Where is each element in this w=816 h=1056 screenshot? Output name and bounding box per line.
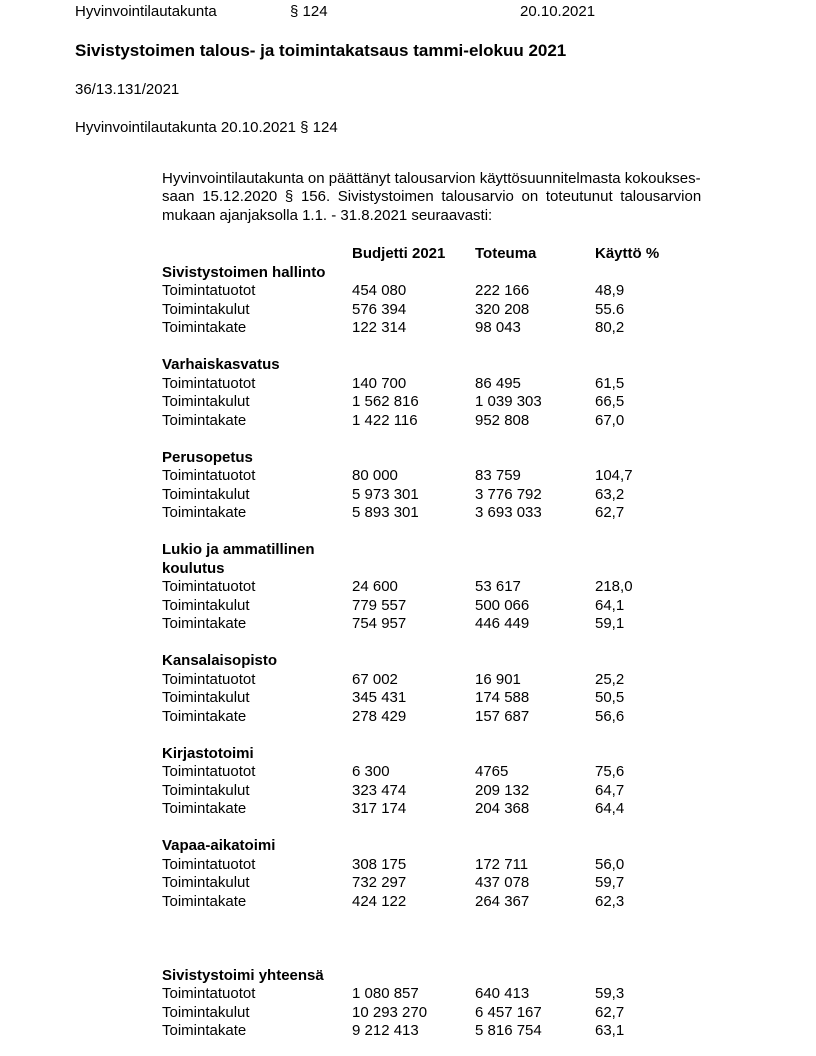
cell-value: 83 759 [475, 467, 521, 485]
cell-value: 5 893 301 [352, 504, 419, 522]
cell-value: 157 687 [475, 707, 530, 725]
cell-value: 24 600 [352, 578, 398, 596]
table-row [162, 504, 702, 523]
table-row [162, 375, 702, 394]
row-label: Toimintatuotot [162, 855, 256, 873]
row-label: Toimintakulut [162, 874, 250, 892]
column-header-actual: Toteuma [475, 245, 537, 263]
section-heading: Perusopetus [162, 448, 253, 466]
table-row [162, 597, 702, 616]
cell-value: 1 562 816 [352, 393, 419, 411]
cell-value: 9 212 413 [352, 1022, 419, 1040]
cell-value: 62,7 [595, 1003, 625, 1021]
cell-value: 63,1 [595, 1022, 625, 1040]
cell-value: 122 314 [352, 319, 407, 337]
table-row [162, 615, 702, 634]
cell-value: 6 457 167 [475, 1003, 542, 1021]
budget-table-body [162, 264, 702, 1041]
row-label: Toimintakulut [162, 485, 250, 503]
cell-value: 320 208 [475, 300, 530, 318]
table-section [162, 541, 702, 634]
cell-value: 264 367 [475, 892, 530, 910]
table-section [162, 652, 702, 726]
column-header-usage-pct: Käyttö % [595, 245, 660, 263]
cell-value: 576 394 [352, 300, 407, 318]
cell-value: 437 078 [475, 874, 530, 892]
intro-paragraph [162, 170, 750, 226]
table-row [162, 874, 702, 893]
cell-value: 56,6 [595, 707, 625, 725]
cell-value: 345 431 [352, 689, 407, 707]
cell-value: 64,1 [595, 596, 625, 614]
row-label: Toimintakate [162, 1022, 247, 1040]
table-row [162, 800, 702, 819]
page-header-line [75, 3, 816, 22]
cell-value: 3 776 792 [475, 485, 542, 503]
table-row [162, 708, 702, 727]
row-label: Toimintatuotot [162, 985, 256, 1003]
table-row [162, 467, 702, 486]
table-row [162, 412, 702, 431]
cell-value: 5 973 301 [352, 485, 419, 503]
row-label: Toimintatuotot [162, 578, 256, 596]
decision-reference: Hyvinvointilautakunta 20.10.2021 § 124 [75, 119, 338, 136]
table-row [162, 782, 702, 801]
table-row [162, 319, 702, 338]
intro-line: saan 15.12.2020 § 156. Sivistystoimen talousarvio on toteutunut talousarvion [162, 188, 702, 206]
cell-value: 63,2 [595, 485, 625, 503]
section-mark: § 124 [290, 3, 328, 20]
cell-value: 75,6 [595, 763, 625, 781]
cell-value: 1 422 116 [352, 411, 418, 429]
table-section [162, 745, 702, 819]
row-label: Toimintakulut [162, 781, 250, 799]
row-label: Toimintakulut [162, 393, 250, 411]
cell-value: 454 080 [352, 282, 407, 300]
row-label: Toimintakate [162, 707, 247, 725]
row-label: Toimintakate [162, 892, 247, 910]
table-row [162, 671, 702, 690]
row-label: Toimintakulut [162, 300, 250, 318]
cell-value: 218,0 [595, 578, 633, 596]
committee-name: Hyvinvointilautakunta [75, 3, 217, 20]
cell-value: 779 557 [352, 596, 407, 614]
table-row [162, 393, 702, 412]
cell-value: 104,7 [595, 467, 633, 485]
intro-line: mukaan ajanjaksolla 1.1. - 31.8.2021 seuraavasti: [162, 206, 493, 224]
cell-value: 50,5 [595, 689, 625, 707]
row-label: Toimintatuotot [162, 670, 256, 688]
row-label: Toimintatuotot [162, 467, 256, 485]
cell-value: 53 617 [475, 578, 521, 596]
cell-value: 204 368 [475, 800, 530, 818]
table-row [162, 301, 702, 320]
cell-value: 5 816 754 [475, 1022, 542, 1040]
table-row [162, 856, 702, 875]
meeting-date: 20.10.2021 [520, 3, 596, 20]
section-heading: Lukio ja ammatillinen koulutus [162, 541, 315, 577]
row-label: Toimintatuotot [162, 374, 256, 392]
cell-value: 55.6 [595, 300, 625, 318]
row-label: Toimintakate [162, 504, 247, 522]
cell-value: 174 588 [475, 689, 530, 707]
cell-value: 64,4 [595, 800, 625, 818]
cell-value: 48,9 [595, 282, 625, 300]
case-number: 36/13.131/2021 [75, 80, 180, 98]
cell-value: 3 693 033 [475, 504, 542, 522]
cell-value: 67 002 [352, 670, 398, 688]
table-section [162, 264, 702, 338]
cell-value: 59,1 [595, 615, 625, 633]
row-label: Toimintakate [162, 800, 247, 818]
cell-value: 59,7 [595, 874, 625, 892]
cell-value: 98 043 [475, 319, 521, 337]
cell-value: 59,3 [595, 985, 625, 1003]
table-row [162, 282, 702, 301]
cell-value: 317 174 [352, 800, 407, 818]
cell-value: 62,3 [595, 892, 625, 910]
table-header-row [162, 245, 702, 264]
row-label: Toimintakulut [162, 596, 250, 614]
cell-value: 4765 [475, 763, 509, 781]
cell-value: 640 413 [475, 985, 530, 1003]
section-heading: Sivistystoimi yhteensä [162, 966, 324, 984]
document-title: Sivistystoimen talous- ja toimintakatsaus tammi-elokuu 2021 [75, 40, 567, 60]
column-header-budget: Budjetti 2021 [352, 245, 446, 263]
table-row [162, 1004, 702, 1023]
cell-value: 6 300 [352, 763, 390, 781]
table-row [162, 1022, 702, 1041]
cell-value: 62,7 [595, 504, 625, 522]
cell-value: 222 166 [475, 282, 530, 300]
table-row [162, 763, 702, 782]
column-header-empty [162, 245, 352, 264]
table-section [162, 449, 702, 523]
cell-value: 754 957 [352, 615, 407, 633]
cell-value: 80,2 [595, 319, 625, 337]
cell-value: 25,2 [595, 670, 625, 688]
cell-value: 64,7 [595, 781, 625, 799]
cell-value: 56,0 [595, 855, 625, 873]
section-heading: Kirjastotoimi [162, 744, 254, 762]
intro-line: Hyvinvointilautakunta on päättänyt talousarvion käyttösuunnitelmasta kokoukses- [162, 169, 701, 187]
cell-value: 66,5 [595, 393, 625, 411]
table-row [162, 486, 702, 505]
row-label: Toimintakulut [162, 689, 250, 707]
cell-value: 67,0 [595, 411, 625, 429]
cell-value: 172 711 [475, 855, 529, 873]
table-row [162, 893, 702, 912]
cell-value: 61,5 [595, 374, 625, 392]
cell-value: 16 901 [475, 670, 521, 688]
cell-value: 424 122 [352, 892, 407, 910]
row-label: Toimintatuotot [162, 282, 256, 300]
table-section [162, 356, 702, 430]
row-label: Toimintakate [162, 615, 247, 633]
table-row [162, 985, 702, 1004]
cell-value: 500 066 [475, 596, 530, 614]
cell-value: 80 000 [352, 467, 398, 485]
cell-value: 10 293 270 [352, 1003, 428, 1021]
cell-value: 952 808 [475, 411, 530, 429]
row-label: Toimintakate [162, 411, 247, 429]
budget-table [162, 245, 702, 1041]
row-label: Toimintakulut [162, 1003, 250, 1021]
section-heading: Vapaa-aikatoimi [162, 837, 276, 855]
cell-value: 732 297 [352, 874, 407, 892]
row-label: Toimintatuotot [162, 763, 256, 781]
cell-value: 278 429 [352, 707, 407, 725]
cell-value: 446 449 [475, 615, 530, 633]
cell-value: 323 474 [352, 781, 407, 799]
cell-value: 1 039 303 [475, 393, 542, 411]
table-row [162, 578, 702, 597]
section-heading: Sivistystoimen hallinto [162, 263, 326, 281]
cell-value: 1 080 857 [352, 985, 419, 1003]
cell-value: 86 495 [475, 374, 521, 392]
cell-value: 209 132 [475, 781, 530, 799]
table-section [162, 967, 702, 1041]
cell-value: 308 175 [352, 855, 407, 873]
cell-value: 140 700 [352, 374, 407, 392]
table-section [162, 837, 702, 911]
row-label: Toimintakate [162, 319, 247, 337]
table-row [162, 689, 702, 708]
section-heading: Kansalaisopisto [162, 652, 278, 670]
section-heading: Varhaiskasvatus [162, 356, 280, 374]
